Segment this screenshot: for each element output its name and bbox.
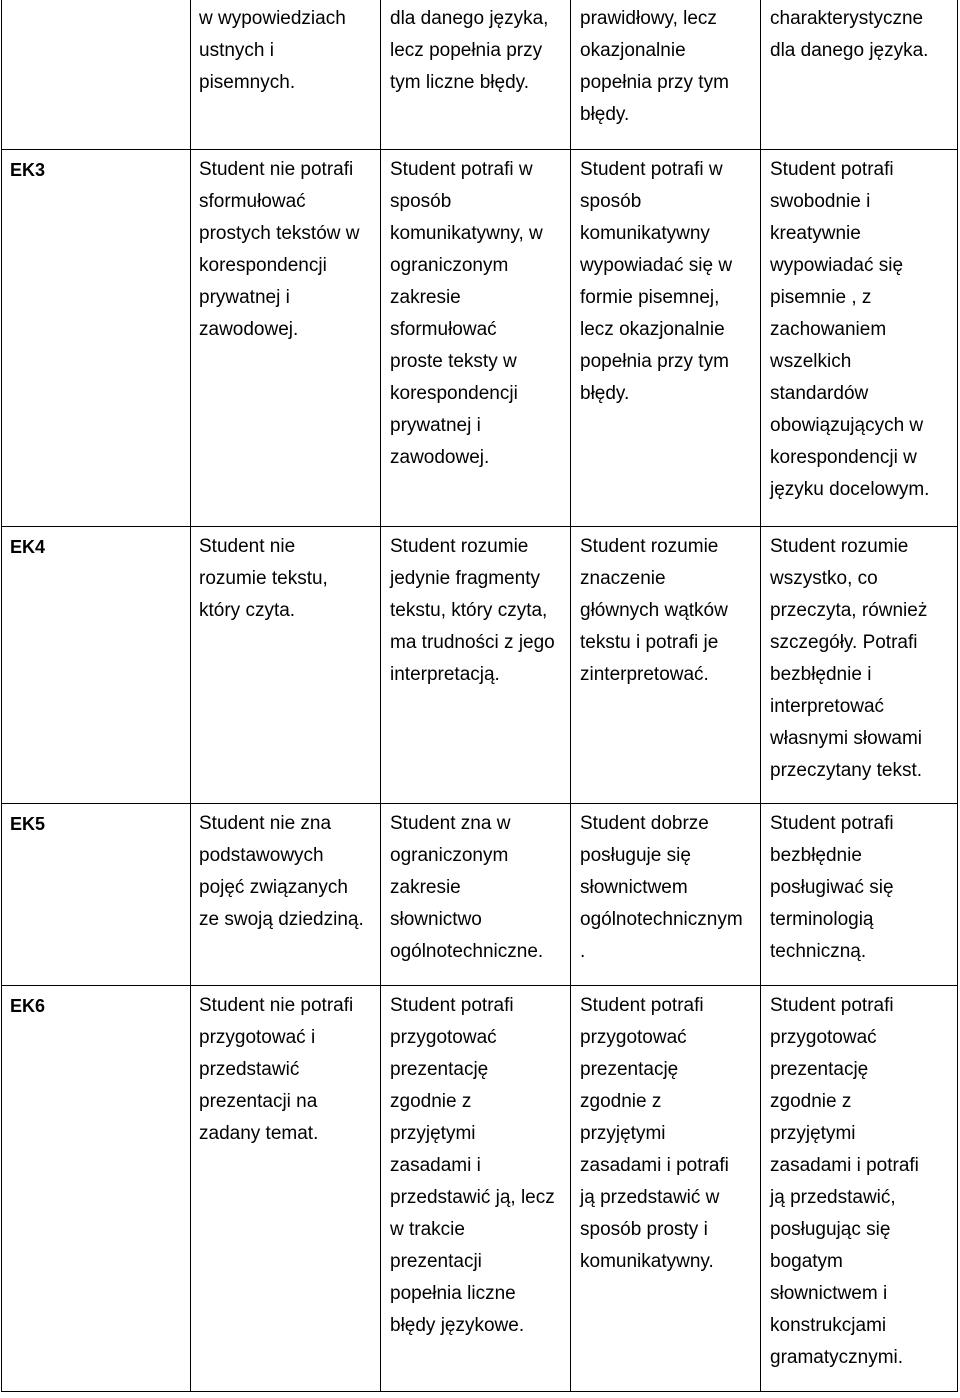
criterion-description: Student nie potrafi sformułować prostych tekstów w korespondencji prywatnej i zawodowej. — [199, 159, 360, 340]
criterion-description: w wypowiedziach ustnych i pisemnych. — [199, 8, 346, 93]
criterion-description: Student nie zna podstawowych pojęć związanych ze swoją dziedziną. — [199, 813, 364, 930]
criterion-code: EK5 — [10, 814, 46, 834]
grade-cell-insufficient — [191, 0, 381, 150]
criterion-description: Student rozumie wszystko, co przeczyta, również szczegóły. Potrafi bezbłędnie i interpretować własnymi słowami przeczytany tekst. — [770, 536, 928, 781]
criterion-description: Student potrafi w sposób komunikatywny, w ograniczonym zakresie sformułować proste teksty w korespondencji prywatnej i zawodowej. — [390, 159, 543, 468]
criterion-description: Student potrafi w sposób komunikatywny wypowiadać się w formie pisemnej, lecz okazjonalnie popełnia przy tym błędy. — [580, 159, 733, 404]
grade-cell-very-good — [761, 527, 958, 804]
criterion-code-cell — [2, 0, 191, 150]
table-row-ek4 — [2, 527, 958, 804]
grade-cell-sufficient — [381, 804, 571, 986]
table-row-ek3 — [2, 150, 958, 527]
grade-cell-sufficient — [381, 0, 571, 150]
criterion-description: Student rozumie jedynie fragmenty tekstu, który czyta, ma trudności z jego interpretacją. — [390, 536, 555, 685]
grade-cell-insufficient — [191, 527, 381, 804]
criterion-code: EK3 — [10, 160, 46, 180]
criterion-code-cell — [2, 804, 191, 986]
table-row-ek5 — [2, 804, 958, 986]
grade-cell-good — [571, 527, 761, 804]
criterion-description: Student dobrze posługuje się słownictwem ogólnotechnicznym . — [580, 813, 743, 962]
criterion-description: Student potrafi przygotować prezentację zgodnie z przyjętymi zasadami i potrafi ją przedstawić, posługując się bogatym słownictwem i konstrukcjami gramatycznymi. — [770, 995, 919, 1368]
criterion-description: Student potrafi przygotować prezentację zgodnie z przyjętymi zasadami i przedstawić ją, lecz w trakcie prezentacji popełnia liczne błędy językowe. — [390, 995, 555, 1336]
criterion-description: prawidłowy, lecz okazjonalnie popełnia przy tym błędy. — [580, 8, 729, 125]
grade-cell-sufficient — [381, 986, 571, 1392]
criterion-code-cell — [2, 527, 191, 804]
grade-cell-insufficient — [191, 150, 381, 527]
criterion-code: EK6 — [10, 996, 46, 1016]
criterion-code-cell — [2, 986, 191, 1392]
grade-cell-sufficient — [381, 150, 571, 527]
criterion-description: Student rozumie znaczenie głównych wątków tekstu i potrafi je zinterpretować. — [580, 536, 728, 685]
grade-cell-insufficient — [191, 986, 381, 1392]
grade-cell-very-good — [761, 986, 958, 1392]
criterion-description: Student potrafi bezbłędnie posługiwać się terminologią techniczną. — [770, 813, 894, 962]
criterion-description: Student nie rozumie tekstu, który czyta. — [199, 536, 328, 621]
criterion-description: Student potrafi przygotować prezentację zgodnie z przyjętymi zasadami i potrafi ją przedstawić w sposób prosty i komunikatywny. — [580, 995, 729, 1272]
table-row-continuation — [2, 0, 958, 150]
grade-cell-very-good — [761, 804, 958, 986]
criterion-code-cell — [2, 150, 191, 527]
grade-cell-good — [571, 150, 761, 527]
grade-cell-sufficient — [381, 527, 571, 804]
grade-cell-good — [571, 986, 761, 1392]
criterion-description: charakterystyczne dla danego języka. — [770, 8, 929, 61]
criterion-description: Student nie potrafi przygotować i przedstawić prezentacji na zadany temat. — [199, 995, 354, 1144]
criterion-code: EK4 — [10, 537, 46, 557]
grade-cell-insufficient — [191, 804, 381, 986]
grade-cell-very-good — [761, 150, 958, 527]
criterion-description: Student potrafi swobodnie i kreatywnie wypowiadać się pisemnie , z zachowaniem wszelkich standardów obowiązujących w korespondencji w języku docelowym. — [770, 159, 930, 500]
assessment-criteria-table — [1, 0, 958, 1392]
table-row-ek6 — [2, 986, 958, 1392]
grade-cell-very-good — [761, 0, 958, 150]
grade-cell-good — [571, 804, 761, 986]
grade-cell-good — [571, 0, 761, 150]
criterion-description: dla danego języka, lecz popełnia przy tym liczne błędy. — [390, 8, 549, 93]
criterion-description: Student zna w ograniczonym zakresie słownictwo ogólnotechniczne. — [390, 813, 544, 962]
